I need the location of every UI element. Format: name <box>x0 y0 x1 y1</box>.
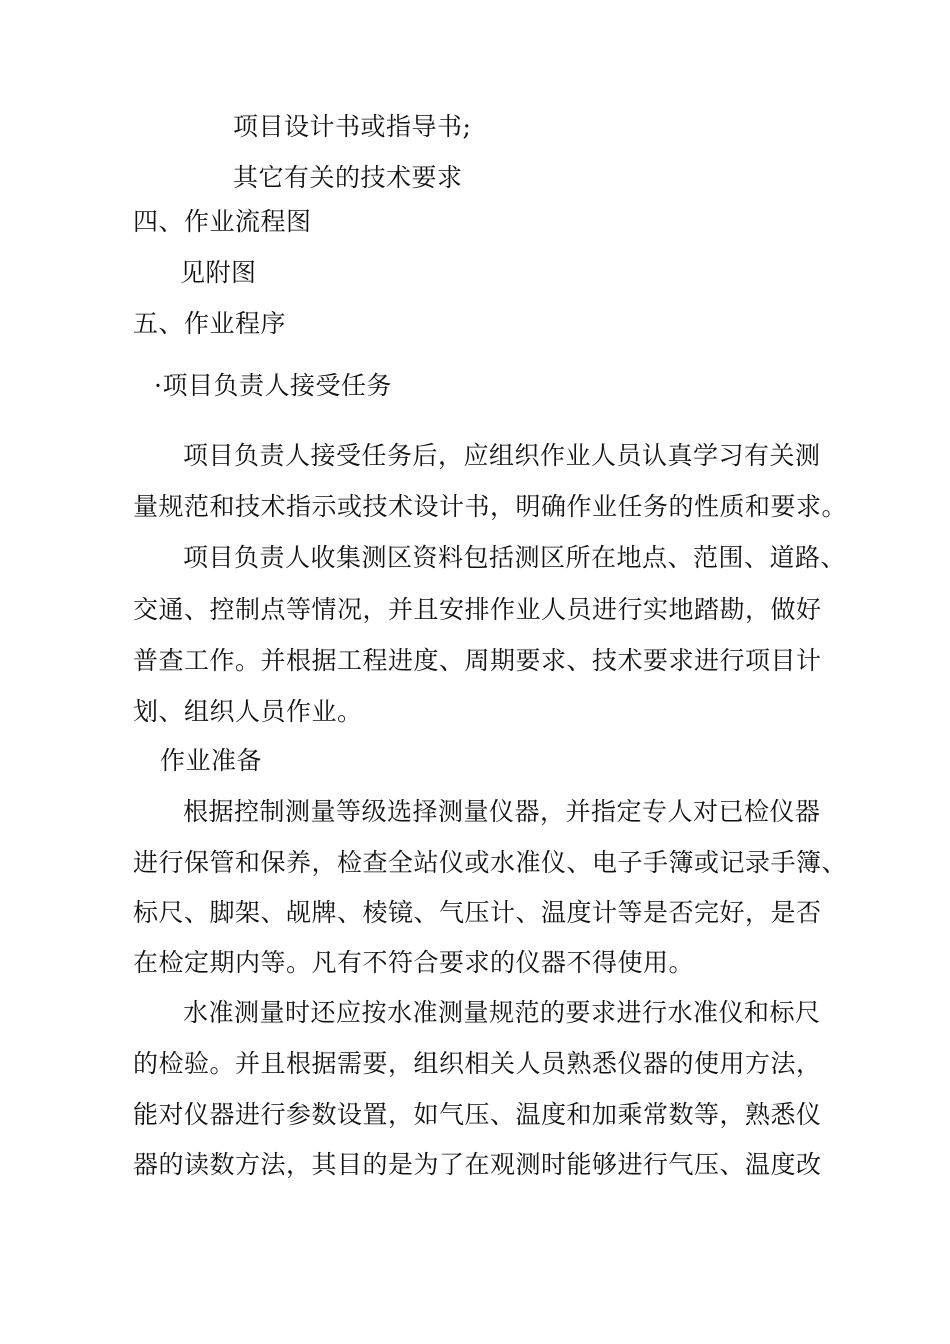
paragraph-line: 水准测量时还应按水准测量规范的要求进行水准仪和标尺 <box>183 998 821 1027</box>
section-heading: 五、作业程序 <box>133 309 287 338</box>
paragraph-line: 能对仪器进行参数设置，如气压、温度和加乘常数等，熟悉仪 <box>133 1100 822 1129</box>
paragraph-line: 项目负责人收集测区资料包括测区所在地点、范围、道路、 <box>183 543 847 572</box>
paragraph-line: 普查工作。并根据工程进度、周期要求、技术要求进行项目计 <box>133 646 822 675</box>
paragraph-line: 进行保管和保养，检查全站仪或水准仪、电子手簿或记录手簿、 <box>133 848 848 877</box>
paragraph-line: 在检定期内等。凡有不符合要求的仪器不得使用。 <box>133 948 695 977</box>
subsection-heading: 作业准备 <box>160 746 263 775</box>
paragraph-line: 项目负责人接受任务后，应组织作业人员认真学习有关测 <box>183 441 821 470</box>
paragraph-line: 根据控制测量等级选择测量仪器，并指定专人对已检仪器 <box>183 797 821 826</box>
text-line: 其它有关的技术要求 <box>233 163 463 192</box>
subsection-heading: ·项目负责人接受任务 <box>154 371 392 400</box>
paragraph-line: 量规范和技术指示或技术设计书，明确作业任务的性质和要求。 <box>133 492 848 521</box>
paragraph-line: 器的读数方法，其目的是为了在观测时能够进行气压、温度改 <box>133 1150 822 1179</box>
paragraph-line: 交通、控制点等情况，并且安排作业人员进行实地踏勘，做好 <box>133 595 822 624</box>
section-heading: 四、作业流程图 <box>133 207 312 236</box>
paragraph-line: 划、组织人员作业。 <box>133 697 363 726</box>
text-line: 见附图 <box>180 258 257 287</box>
text-line: 项目设计书或指导书; <box>233 112 472 141</box>
paragraph-line: 的检验。并且根据需要，组织相关人员熟悉仪器的使用方法， <box>133 1049 822 1078</box>
paragraph-line: 标尺、脚架、觇牌、棱镜、气压计、温度计等是否完好，是否 <box>133 898 822 927</box>
